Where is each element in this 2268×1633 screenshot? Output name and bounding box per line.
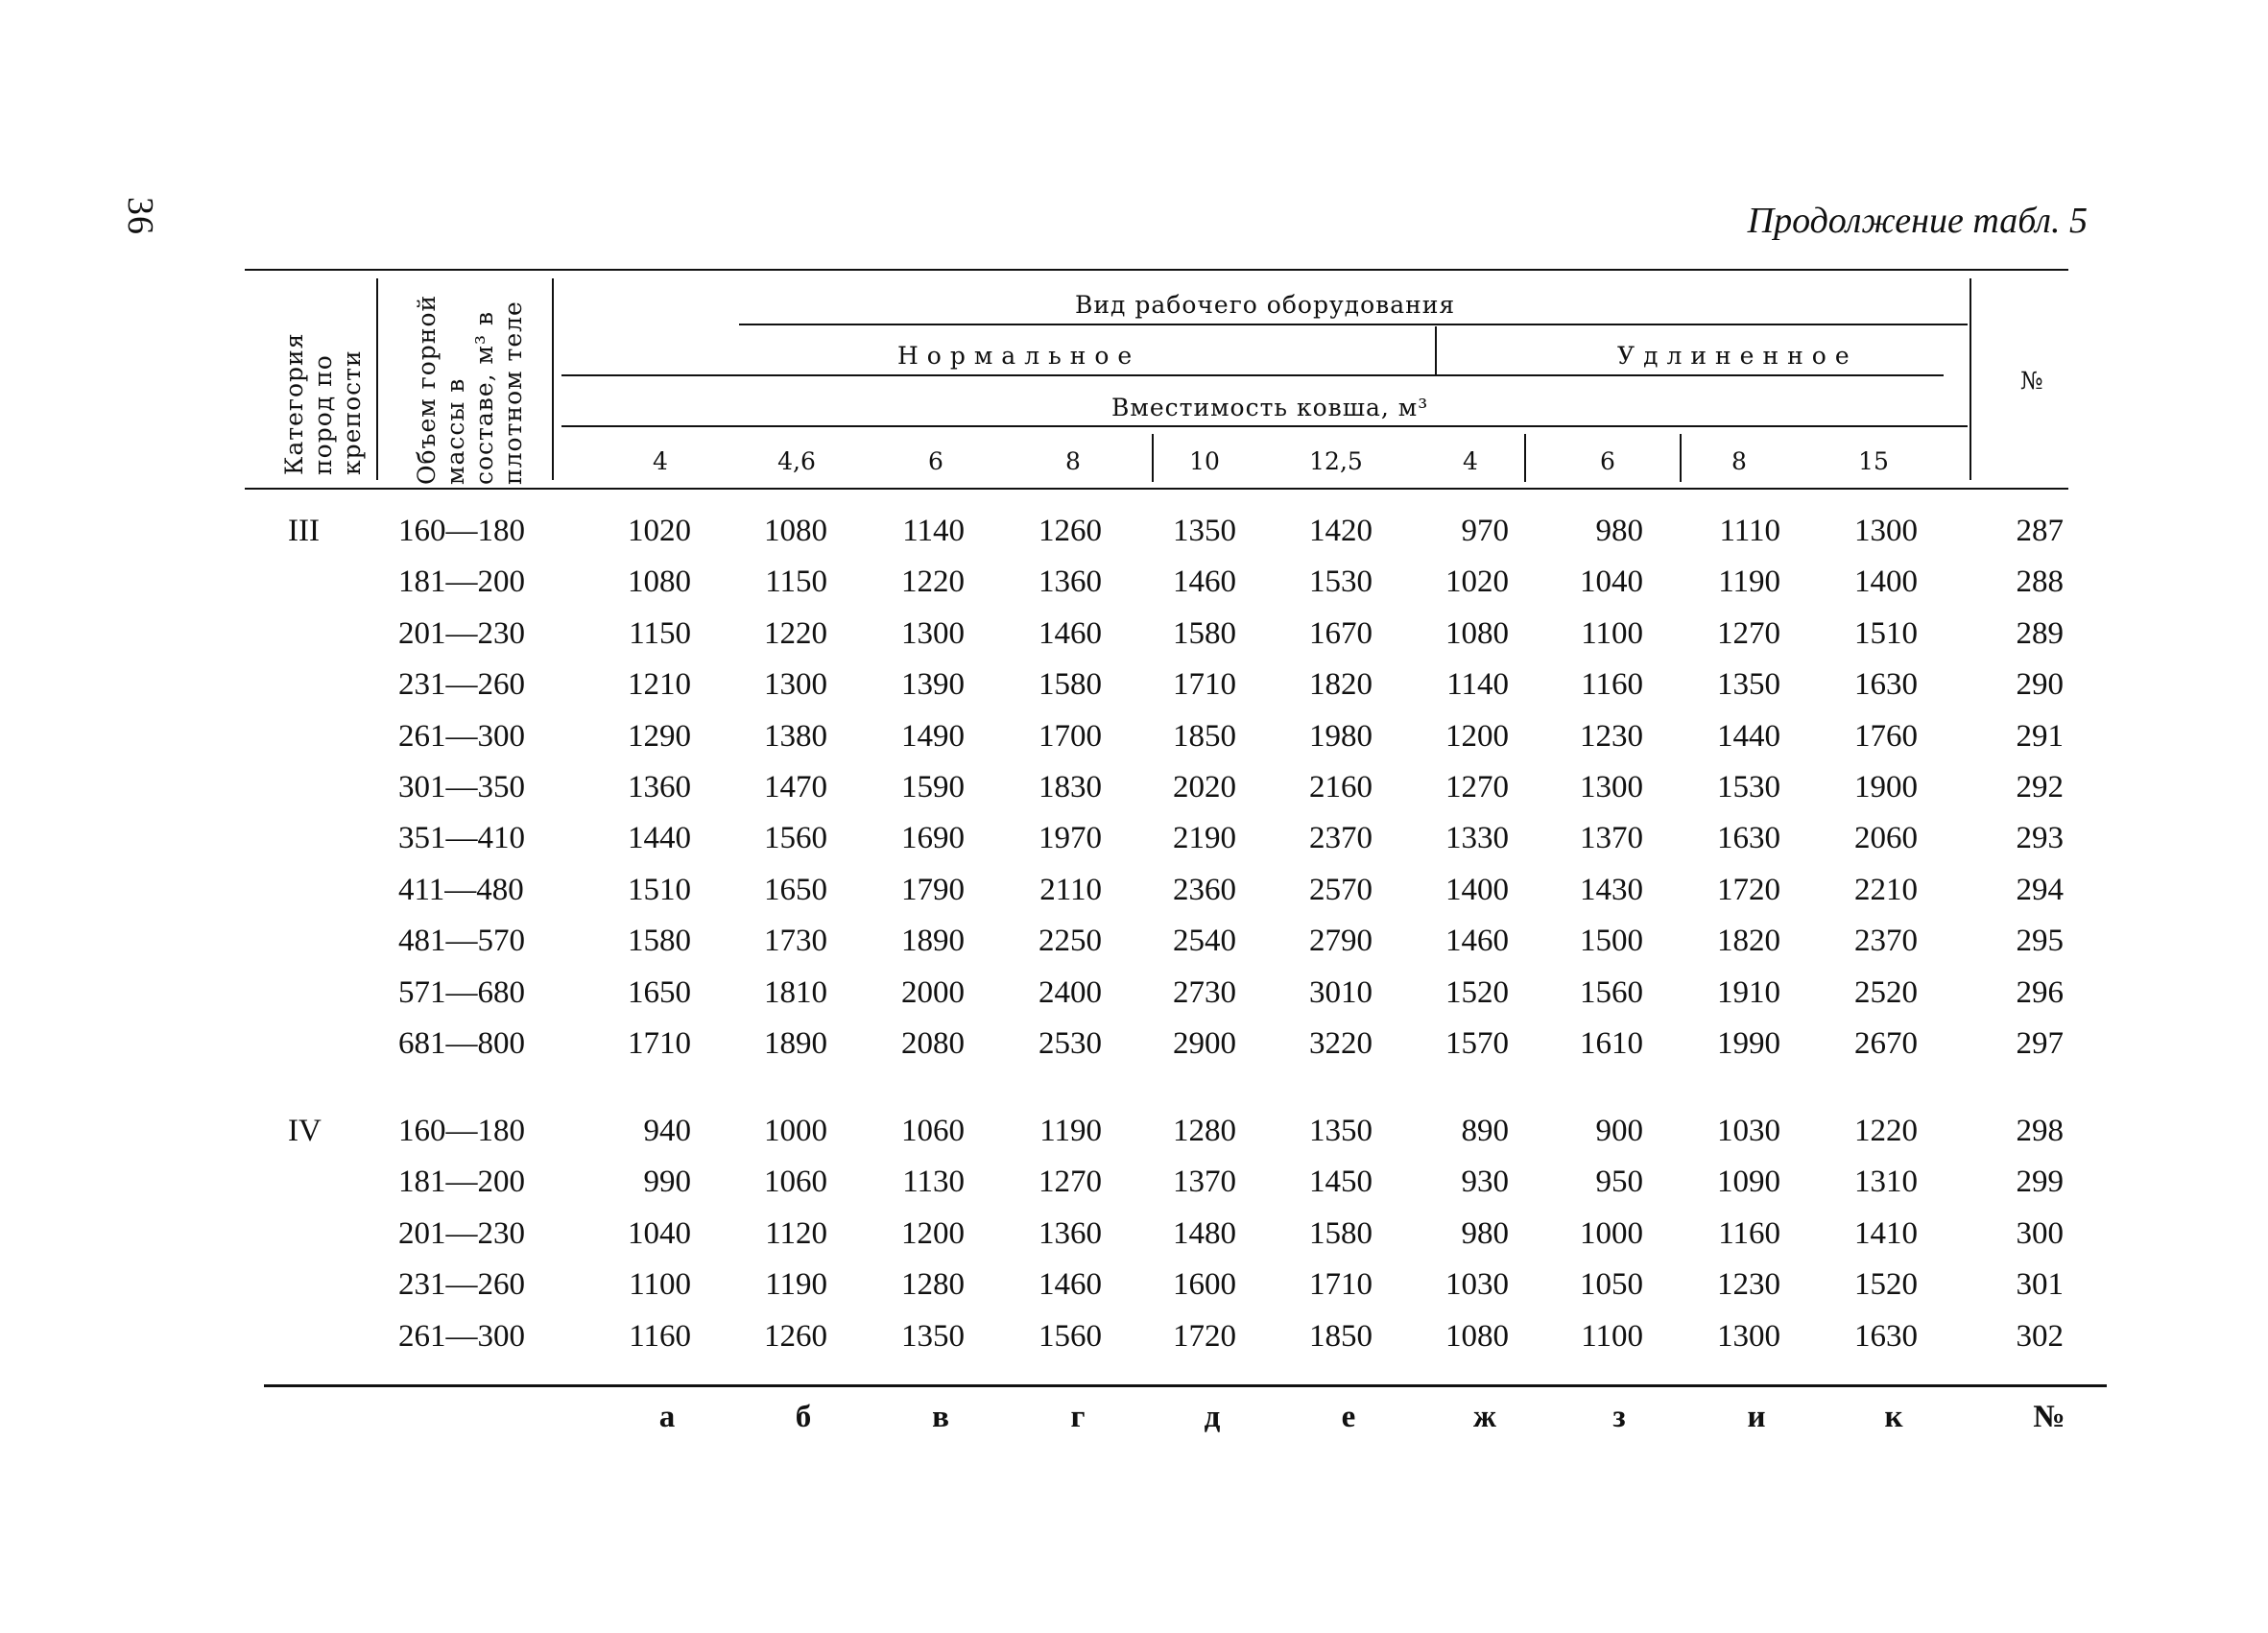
table-cell: 2790	[1309, 924, 1373, 959]
table-cell: 1440	[1717, 718, 1780, 754]
row-number: 294	[2016, 872, 2064, 907]
table-cell: 1720	[1717, 872, 1780, 907]
table-cell: 1060	[901, 1114, 965, 1148]
table-cell: 1460	[1039, 615, 1102, 651]
capacity-header: 4	[653, 447, 668, 475]
volume-range: 301—350	[398, 770, 525, 804]
table-cell: 1480	[1173, 1215, 1236, 1251]
table-cell: 1900	[1854, 770, 1918, 804]
table-cell: 1350	[1309, 1114, 1373, 1148]
table-cell: 1580	[1173, 615, 1236, 651]
column-letter: з	[1612, 1400, 1626, 1434]
column-letter: а	[658, 1400, 676, 1434]
table-cell: 1300	[901, 615, 965, 651]
table-cell: 1560	[764, 821, 827, 856]
header-divider	[1970, 278, 1971, 480]
table-cell: 1710	[1173, 667, 1236, 703]
table-cell: 1810	[764, 974, 827, 1010]
table-cell: 1670	[1309, 615, 1373, 651]
table-cell: 3220	[1309, 1026, 1373, 1061]
table-cell: 2370	[1309, 821, 1373, 856]
column-letter: д	[1204, 1400, 1221, 1434]
table-cell: 900	[1595, 1114, 1643, 1148]
table-cell: 1420	[1309, 514, 1373, 548]
table-cell: 1700	[1039, 718, 1102, 754]
header-divider	[552, 278, 554, 480]
table-cell: 1270	[1717, 615, 1780, 651]
table-cell: 2250	[1039, 924, 1102, 959]
volume-range: 160—180	[398, 514, 525, 548]
table-cell: 1760	[1854, 718, 1918, 754]
table-cell: 1080	[1445, 615, 1509, 651]
capacity-header: 6	[928, 447, 943, 475]
capacity-header: 8	[1731, 447, 1747, 475]
volume-range: 231—260	[398, 1267, 525, 1303]
volume-range: 201—230	[398, 615, 525, 651]
table-cell: 1730	[764, 924, 827, 959]
table-cell: 1370	[1580, 821, 1643, 856]
table-cell: 990	[643, 1165, 691, 1200]
table-cell: 1430	[1580, 872, 1643, 907]
capacity-header: 15	[1858, 447, 1889, 475]
table-cell: 1790	[901, 872, 965, 907]
table-cell: 1360	[1039, 1215, 1102, 1251]
column-letter: в	[932, 1400, 949, 1434]
table-cell: 1000	[1580, 1215, 1643, 1251]
table-cell: 1120	[765, 1215, 827, 1251]
volume-range: 160—180	[398, 1114, 525, 1148]
header-rule	[561, 425, 1968, 427]
table-cell: 2020	[1173, 770, 1236, 804]
table-cell: 3010	[1309, 974, 1373, 1010]
table-cell: 2190	[1173, 821, 1236, 856]
capacity-header: 4	[1463, 447, 1478, 475]
row-number: 290	[2016, 667, 2064, 703]
table-cell: 1490	[901, 718, 965, 754]
table-cell: 1890	[901, 924, 965, 959]
table-cell: 1850	[1173, 718, 1236, 754]
row-number: 298	[2016, 1114, 2064, 1148]
table-cell: 1890	[764, 1026, 827, 1061]
table-cell: 1300	[764, 667, 827, 703]
table-cell: 1100	[629, 1267, 691, 1303]
table-cell: 1690	[901, 821, 965, 856]
table-cell: 1160	[629, 1318, 691, 1354]
header-top-rule	[245, 269, 2068, 271]
table-cell: 1040	[1580, 564, 1643, 600]
table-cell: 1610	[1580, 1026, 1643, 1061]
row-number: 293	[2016, 821, 2064, 856]
column-letter: и	[1747, 1400, 1766, 1434]
row-number: 289	[2016, 615, 2064, 651]
table-cell: 950	[1595, 1165, 1643, 1200]
table-cell: 2080	[901, 1026, 965, 1061]
table-cell: 2570	[1309, 872, 1373, 907]
header-extended: Удлиненное	[1617, 342, 1858, 370]
table-cell: 2000	[901, 974, 965, 1010]
table-cell: 1580	[1309, 1215, 1373, 1251]
table-cell: 1230	[1580, 718, 1643, 754]
table-cell: 1050	[1580, 1267, 1643, 1303]
table-cell: 1590	[901, 770, 965, 804]
header-divider	[1680, 434, 1682, 482]
table-continuation-caption: Продолжение табл. 5	[1747, 201, 2088, 241]
volume-range: 571—680	[398, 974, 525, 1010]
table-cell: 1290	[628, 718, 691, 754]
table-cell: 1650	[628, 974, 691, 1010]
table-cell: 1970	[1039, 821, 1102, 856]
table-cell: 2540	[1173, 924, 1236, 959]
table-cell: 1160	[1581, 667, 1643, 703]
table-cell: 1090	[1717, 1165, 1780, 1200]
table-cell: 1370	[1173, 1165, 1236, 1200]
table-cell: 1100	[1581, 615, 1643, 651]
row-number: 291	[2016, 718, 2064, 754]
volume-range: 181—200	[398, 1165, 525, 1200]
table-cell: 1710	[1309, 1267, 1373, 1303]
table-cell: 1460	[1445, 924, 1509, 959]
table-cell: 1080	[628, 564, 691, 600]
table-cell: 1000	[764, 1114, 827, 1148]
row-number: 296	[2016, 974, 2064, 1010]
table-cell: 2400	[1039, 974, 1102, 1010]
table-cell: 2520	[1854, 974, 1918, 1010]
volume-range: 481—570	[398, 924, 525, 959]
table-cell: 1980	[1309, 718, 1373, 754]
page-number: 36	[120, 197, 160, 235]
table-cell: 1300	[1580, 770, 1643, 804]
table-cell: 1160	[1718, 1215, 1780, 1251]
table-cell: 1580	[628, 924, 691, 959]
row-number: 299	[2016, 1165, 2064, 1200]
table-cell: 1150	[765, 564, 827, 600]
table-cell: 2160	[1309, 770, 1373, 804]
table-cell: 1280	[1173, 1114, 1236, 1148]
table-cell: 1710	[628, 1026, 691, 1061]
header-divider	[376, 278, 378, 480]
table-cell: 1080	[764, 514, 827, 548]
table-cell: 890	[1461, 1114, 1509, 1148]
table-cell: 2360	[1173, 872, 1236, 907]
header-rule	[739, 324, 1968, 325]
table-cell: 1630	[1717, 821, 1780, 856]
table-cell: 1080	[1445, 1318, 1509, 1354]
table-cell: 1560	[1039, 1318, 1102, 1354]
table-cell: 1400	[1854, 564, 1918, 600]
header-equipment-type: Вид рабочего оборудования	[1075, 291, 1456, 319]
table-cell: 1530	[1717, 770, 1780, 804]
table-cell: 1150	[629, 615, 691, 651]
table-cell: 930	[1461, 1165, 1509, 1200]
table-cell: 1520	[1854, 1267, 1918, 1303]
rock-category: III	[288, 514, 320, 548]
capacity-header: 6	[1600, 447, 1615, 475]
table-cell: 1210	[628, 667, 691, 703]
table-cell: 1990	[1717, 1026, 1780, 1061]
column-letter: б	[795, 1400, 812, 1434]
table-cell: 2900	[1173, 1026, 1236, 1061]
table-cell: 980	[1461, 1215, 1509, 1251]
table-cell: 1020	[628, 514, 691, 548]
table-cell: 1600	[1173, 1267, 1236, 1303]
table-cell: 2670	[1854, 1026, 1918, 1061]
table-cell: 1100	[1581, 1318, 1643, 1354]
header-rule	[561, 374, 1944, 376]
table-cell: 970	[1461, 514, 1509, 548]
volume-range: 181—200	[398, 564, 525, 600]
column-letter: ж	[1473, 1400, 1496, 1434]
column-letter: к	[1884, 1400, 1903, 1434]
row-number: 288	[2016, 564, 2064, 600]
header-bottom-rule	[245, 488, 2068, 490]
table-cell: 1910	[1717, 974, 1780, 1010]
table-cell: 1440	[628, 821, 691, 856]
table-cell: 1020	[1445, 564, 1509, 600]
table-cell: 1200	[901, 1215, 965, 1251]
table-cell: 1140	[902, 514, 965, 548]
table-cell: 1270	[1445, 770, 1509, 804]
table-cell: 1450	[1309, 1165, 1373, 1200]
table-cell: 1530	[1309, 564, 1373, 600]
table-cell: 1460	[1173, 564, 1236, 600]
row-number: 287	[2016, 514, 2064, 548]
table-cell: 1830	[1039, 770, 1102, 804]
table-cell: 1410	[1854, 1215, 1918, 1251]
table-cell: 1270	[1039, 1165, 1102, 1200]
column-letter-num: №	[2033, 1400, 2065, 1434]
table-cell: 1060	[764, 1165, 827, 1200]
volume-range: 261—300	[398, 718, 525, 754]
header-normal: Нормальное	[897, 342, 1141, 370]
row-number: 292	[2016, 770, 2064, 804]
table-cell: 1570	[1445, 1026, 1509, 1061]
table-cell: 2210	[1854, 872, 1918, 907]
header-category: Категория пород по крепости	[280, 332, 366, 475]
header-divider	[1435, 326, 1437, 374]
volume-range: 351—410	[398, 821, 525, 856]
table-cell: 1030	[1445, 1267, 1509, 1303]
header-num: №	[2020, 367, 2043, 395]
table-cell: 1360	[1039, 564, 1102, 600]
table-cell: 1850	[1309, 1318, 1373, 1354]
row-number: 295	[2016, 924, 2064, 959]
table-cell: 1630	[1854, 1318, 1918, 1354]
table-cell: 1460	[1039, 1267, 1102, 1303]
table-cell: 1380	[764, 718, 827, 754]
volume-range: 411—480	[398, 872, 524, 907]
table-cell: 1300	[1854, 514, 1918, 548]
table-cell: 2530	[1039, 1026, 1102, 1061]
header-bucket-capacity: Вместимость ковша, м³	[1111, 394, 1429, 421]
volume-range: 231—260	[398, 667, 525, 703]
table-cell: 1220	[901, 564, 965, 600]
table-cell: 940	[643, 1114, 691, 1148]
table-cell: 1280	[901, 1267, 965, 1303]
volume-range: 201—230	[398, 1215, 525, 1251]
table-cell: 1330	[1445, 821, 1509, 856]
table-cell: 1400	[1445, 872, 1509, 907]
table-cell: 1520	[1445, 974, 1509, 1010]
header-divider	[1524, 434, 1526, 482]
volume-range: 261—300	[398, 1318, 525, 1354]
column-letter: е	[1341, 1400, 1356, 1434]
rock-category: IV	[288, 1114, 322, 1148]
table-cell: 1580	[1039, 667, 1102, 703]
table-cell: 1190	[1039, 1114, 1102, 1148]
row-number: 301	[2016, 1267, 2064, 1303]
table-cell: 1190	[765, 1267, 827, 1303]
table-cell: 1260	[1039, 514, 1102, 548]
table-cell: 1820	[1717, 924, 1780, 959]
table-cell: 1140	[1446, 667, 1509, 703]
table-cell: 1220	[764, 615, 827, 651]
column-letter: г	[1070, 1400, 1086, 1434]
table-cell: 2730	[1173, 974, 1236, 1010]
table-cell: 1720	[1173, 1318, 1236, 1354]
capacity-header: 4,6	[777, 447, 816, 475]
capacity-header: 8	[1065, 447, 1081, 475]
table-cell: 1350	[1717, 667, 1780, 703]
table-cell: 1220	[1854, 1114, 1918, 1148]
table-cell: 1510	[628, 872, 691, 907]
table-cell: 1350	[1173, 514, 1236, 548]
table-cell: 1350	[901, 1318, 965, 1354]
volume-range: 681—800	[398, 1026, 525, 1061]
table-cell: 1560	[1580, 974, 1643, 1010]
row-number: 297	[2016, 1026, 2064, 1061]
table-cell: 1390	[901, 667, 965, 703]
table-cell: 1650	[764, 872, 827, 907]
row-number: 302	[2016, 1318, 2064, 1354]
table-cell: 1500	[1580, 924, 1643, 959]
table-cell: 1040	[628, 1215, 691, 1251]
table-cell: 1200	[1445, 718, 1509, 754]
table-cell: 1300	[1717, 1318, 1780, 1354]
table-cell: 1820	[1309, 667, 1373, 703]
table-cell: 1130	[902, 1165, 965, 1200]
table-cell: 1230	[1717, 1267, 1780, 1303]
table-cell: 2060	[1854, 821, 1918, 856]
table-cell: 1470	[764, 770, 827, 804]
table-cell: 1030	[1717, 1114, 1780, 1148]
capacity-header: 12,5	[1309, 447, 1363, 475]
row-number: 300	[2016, 1215, 2064, 1251]
table-cell: 2110	[1039, 872, 1102, 907]
table-cell: 2370	[1854, 924, 1918, 959]
capacity-header: 10	[1189, 447, 1220, 475]
table-cell: 1260	[764, 1318, 827, 1354]
table-cell: 980	[1595, 514, 1643, 548]
table-cell: 1310	[1854, 1165, 1918, 1200]
header-divider	[1152, 434, 1154, 482]
table-cell: 1110	[1719, 514, 1780, 548]
header-volume: Объем горной массы в составе, м³ в плотном теле	[413, 294, 527, 485]
table-cell: 1360	[628, 770, 691, 804]
table-bottom-rule	[264, 1384, 2107, 1387]
table-cell: 1510	[1854, 615, 1918, 651]
table-cell: 1630	[1854, 667, 1918, 703]
table-cell: 1190	[1718, 564, 1780, 600]
